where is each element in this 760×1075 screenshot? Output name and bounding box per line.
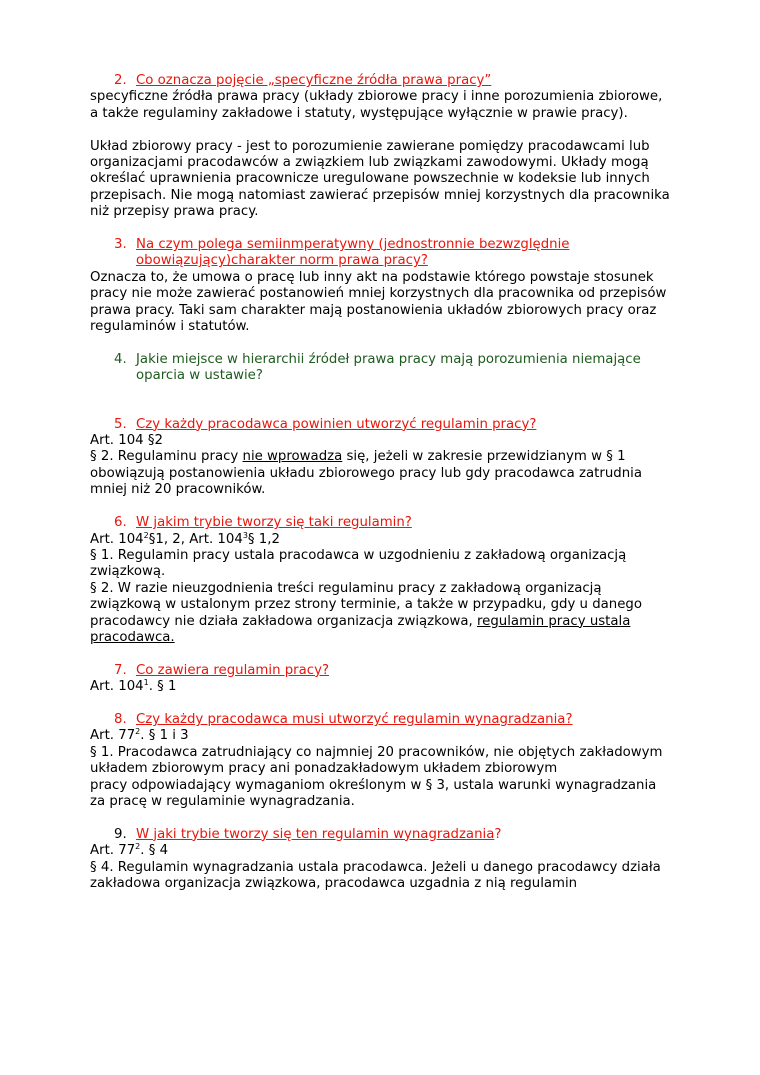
question-number: 9. [114, 826, 127, 842]
document-content [90, 73, 670, 892]
question-text: Co zawiera regulamin pracy? [136, 662, 330, 678]
paragraph: § 4. Regulamin wynagradzania ustala pracodawca. Jeżeli u danego pracodawcy działa zakładowa organizacja związkowa, pracodawca uzgadnia z nią regulamin [90, 859, 661, 891]
paragraph: pracy odpowiadający wymaganiom określonym w § 3, ustala warunki wynagradzania [90, 777, 657, 793]
question-number: 2. [114, 73, 127, 88]
article-reference: Art. $104^2\S 1$, 2, Art. $104^3\S$ 1,2 [90, 530, 280, 547]
paragraph: Oznacza to, że umowa o pracę lub inny akt na podstawie którego powstaje stosunek pracy nie może zawierać postanowień mniej korzystnych dla pracownika od przepisów prawa pracy. Taki sam charakter mają postanowienia układów zbiorowych pracy oraz regulaminów i statutów. [90, 269, 667, 335]
question-7 [90, 663, 670, 679]
question-number: 6. [114, 515, 127, 531]
paragraph: § 1. Regulamin pracy ustala pracodawca w uzgodnieniu z zakładową organizacją związkową. [90, 547, 627, 580]
question-mark: ? [494, 826, 502, 842]
underlined-text: regulamin pracy ustala pracodawca. [90, 613, 631, 645]
paragraph: pracodawcy nie działa zakładowa organizacja związkowa, regulamin pracy ustala pracodawca. [90, 613, 631, 645]
question-number: 4. [114, 351, 127, 367]
article-reference: Art. $104^1$. § 1 [90, 678, 177, 695]
paragraph: § 2. Regulaminu pracy nie wprowadza się, jeżeli w zakresie przewidzianym w § 1 obowiązują postanowienia układu zbiorowego pracy lub gdy pracodawca zatrudnia [90, 449, 642, 481]
question-3 [90, 237, 670, 270]
paragraph: układem zbiorowym pracy ani ponadzakładowym układem zbiorowym [90, 761, 558, 777]
paragraph: § 1. Pracodawca zatrudniający co najmniej 20 pracowników, nie objętych zakładowym [90, 744, 663, 760]
question-text: W jakim trybie tworzy się taki regulamin? [136, 515, 412, 531]
paragraph: mniej niż 20 pracowników. [90, 482, 266, 498]
paragraph: za pracę w regulaminie wynagradzania. [90, 793, 355, 809]
question-number: 3. [114, 237, 127, 253]
question-text: Jakie miejsce w hierarchii źródeł prawa pracy mają porozumienia niemające oparcia w ustawie? [136, 351, 641, 384]
article-reference: Art. $77^2$. § 4 [90, 842, 169, 859]
question-text: Na czym polega semiinmperatywny (jednostronnie bezwzględnie obowiązujący)charakter norm prawa pracy? [136, 237, 570, 269]
question-8 [90, 712, 670, 728]
article-reference: Art. $77^2$. § 1 i 3 [90, 727, 189, 744]
underlined-text: nie wprowadza [242, 449, 343, 465]
question-4 [90, 352, 670, 385]
question-text: Czy każdy pracodawca powinien utworzyć regulamin pracy? [136, 416, 537, 432]
question-9 [90, 827, 670, 843]
paragraph: § 2. W razie nieuzgodnienia treści regulaminu pracy z zakładową organizacją związkową w ustalonym przez strony terminie, a także w przypadku, gdy u danego [90, 580, 642, 613]
question-6 [90, 515, 670, 531]
question-5 [90, 417, 670, 433]
question-number: 8. [114, 711, 127, 727]
question-number: 7. [114, 662, 127, 678]
question-number: 5. [114, 416, 127, 432]
question-text: Co oznacza pojęcie „specyficzne źródła prawa pracy” [136, 73, 492, 88]
article-reference: Art. 104 §2 [90, 433, 163, 449]
question-text: W jaki trybie tworzy się ten regulamin wynagradzania [136, 826, 495, 842]
question-2 [90, 73, 670, 89]
question-text: Czy każdy pracodawca musi utworzyć regulamin wynagradzania? [136, 711, 573, 727]
paragraph: specyficzne źródła prawa pracy (układy zbiorowe pracy i inne porozumienia zbiorowe, a także regulaminy zakładowe i statuty, występujące wyłącznie w prawie pracy). [90, 89, 663, 121]
paragraph: Układ zbiorowy pracy - jest to porozumienie zawierane pomiędzy pracodawcami lub organizacjami pracodawców a związkiem lub związkami zawodowymi. Układy mogą określać uprawnienia pracownicze uregulowane powszechnie w kodeksie lub innych przepisach. Nie mogą natomiast zawierać przepisów mniej korzystnych dla pracownika niż przepisy prawa pracy. [90, 138, 670, 220]
